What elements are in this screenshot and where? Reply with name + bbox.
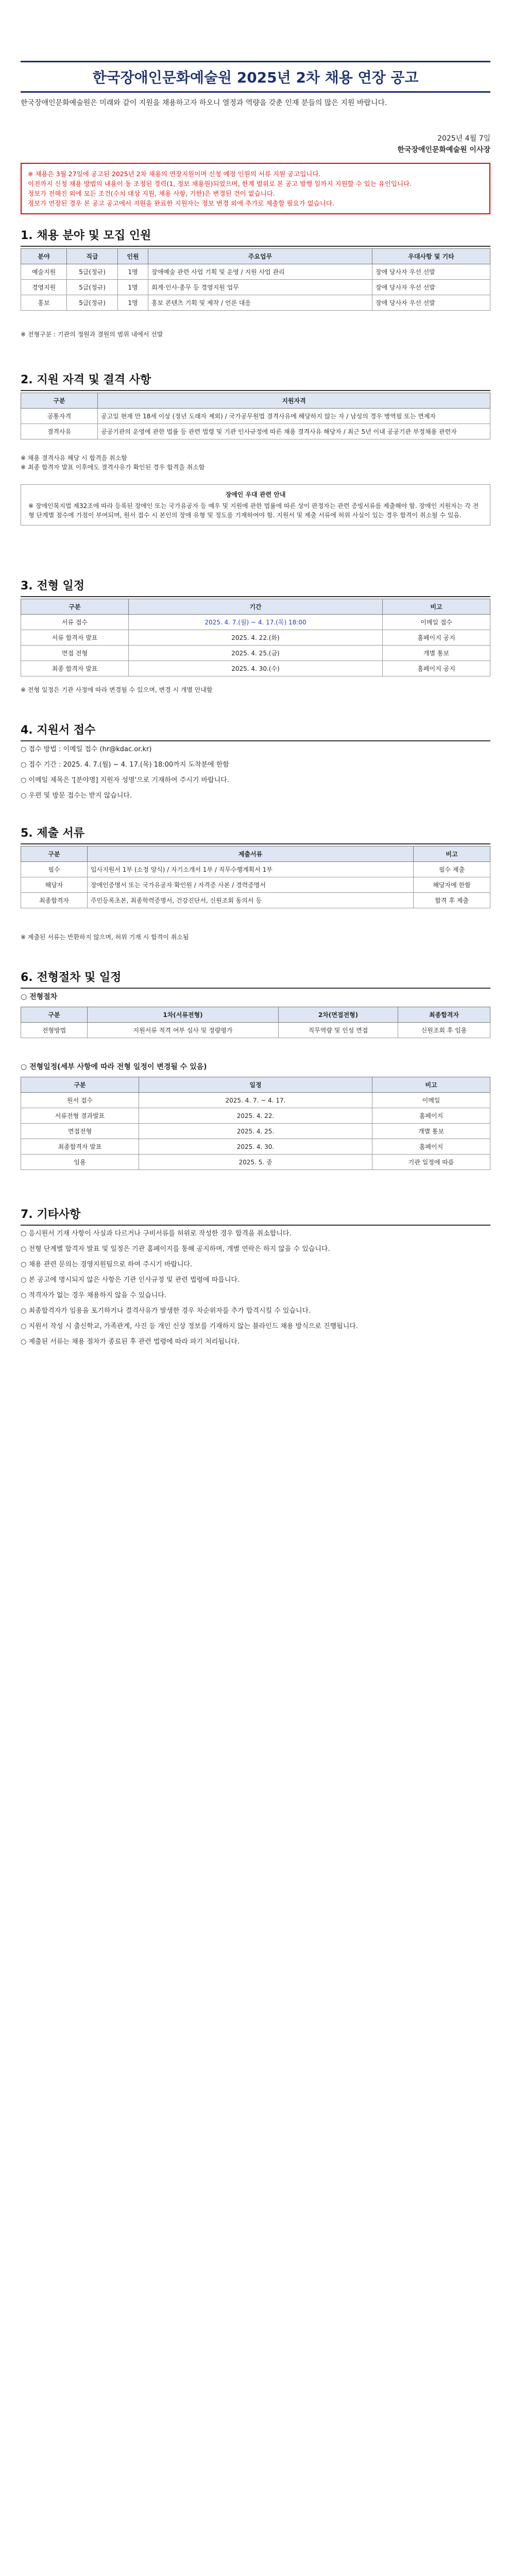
table-cell: 기관 일정에 따름 [372, 1155, 490, 1170]
table-header: 인원 [118, 249, 148, 264]
table-cell: 개별 통보 [372, 1124, 490, 1139]
table-header: 제출서류 [88, 846, 414, 862]
section-heading: 3. 전형 일정 [21, 577, 490, 597]
table-row [21, 1124, 490, 1139]
table-row [21, 646, 490, 661]
table-cell: 2025. 4. 7.(월) ~ 4. 17.(목) 18:00 [129, 615, 383, 630]
table-cell: 홈페이지 [372, 1108, 490, 1124]
note-paragraph: ○ 응시원서 기재 사항이 사실과 다르거나 구비서류를 허위로 작성한 경우 합격을 취소합니다. [21, 1230, 292, 1238]
table-cell: 경영지원 [21, 280, 67, 295]
table-cell: 주민등록초본, 최종학력증명서, 건강진단서, 신원조회 동의서 등 [88, 893, 414, 908]
section-heading: 7. 기타사항 [21, 1206, 490, 1226]
section-heading: 1. 채용 분야 및 모집 인원 [21, 227, 490, 247]
table-row [21, 1093, 490, 1108]
table-cell: 서류전형 결과발표 [21, 1108, 139, 1124]
title-bar [21, 61, 490, 93]
box-body: ※ 장애인복지법 제32조에 따라 등록된 장애인 또는 국가유공자 등 예우 및 지원에 관한 법률에 따른 상이 판정자는 관련 증빙서류를 제출해야 함. 장애인 지원자는 각 전형 단계별 점수에 가점이 부여되며, 원서 접수 시 본인의 장애 유형 및 정도를 기재하여야 함. 지원서 및 제출 서류에 허위 사실이 있는 경우 합격이 취소될 수 있음. [28, 502, 479, 519]
note-line: ※ 최종 합격자 발표 이후에도 결격사유가 확인된 경우 합격을 취소함 [21, 464, 205, 471]
table-cell: 입사지원서 1부 (소정 양식) / 자기소개서 1부 / 직무수행계획서 1부 [88, 862, 414, 877]
table-cell: 홈페이지 [372, 1139, 490, 1155]
table-row [21, 1023, 490, 1038]
schedule-table [21, 599, 490, 676]
table-cell: 이메일 접수 [383, 615, 490, 630]
table-header: 비고 [414, 846, 490, 862]
table-header: 구분 [21, 1077, 139, 1093]
notice-line: 정보가 연장된 경우 본 공고 공고에서 지원을 완료한 지원자는 정보 변경 외에 추가로 제출할 필요가 없습니다. [28, 199, 334, 207]
table-header: 기간 [129, 599, 383, 615]
section-heading: 2. 지원 자격 및 결격 사항 [21, 371, 490, 391]
table-cell: 전형방법 [21, 1023, 88, 1038]
table-row [21, 661, 490, 676]
box-title: 장애인 우대 관련 안내 [225, 491, 286, 498]
table-header: 1차(서류전형) [88, 1007, 279, 1023]
table-note: ※ 전형구분 : 기관의 정원과 결원의 범위 내에서 선발 [21, 331, 163, 338]
table-header: 직급 [67, 249, 118, 264]
table-cell: 장애예술 관련 사업 기획 및 운영 / 지원 사업 관리 [148, 264, 372, 280]
recruitment-table [21, 248, 490, 311]
note-paragraph: ○ 본 공고에 명시되지 않은 사항은 기관 인사규정 및 관련 법령에 따릅니다. [21, 1276, 240, 1284]
table-cell: 공공기관의 운영에 관한 법률 등 관련 법령 및 기관 인사규정에 따른 채용 결격사유 해당자 / 최근 5년 이내 공공기관 부정채용 관련자 [98, 424, 490, 439]
documents-table [21, 846, 490, 908]
detailed-schedule-table [21, 1077, 490, 1170]
process-table [21, 1007, 490, 1038]
section-heading: 5. 제출 서류 [21, 824, 490, 844]
table-cell: 5급(정규) [67, 264, 118, 280]
info-line: ○ 접수 기간 : 2025. 4. 7.(월) ~ 4. 17.(목) 18:00까지 도착분에 한함 [21, 761, 229, 769]
table-cell: 2025. 4. 25. [139, 1124, 372, 1139]
table-row [21, 1108, 490, 1124]
note-paragraph: ○ 전형 단계별 합격자 발표 및 일정은 기관 홈페이지를 통해 공지하며, 개별 연락은 하지 않을 수 있습니다. [21, 1245, 330, 1253]
table-cell: 최종합격자 발표 [21, 1139, 139, 1155]
intro-text: 한국장애인문화예술원은 미래와 같이 지원을 채용하고자 하오니 열정과 역량을 갖춘 인재 분들의 많은 지원 바랍니다. [21, 99, 387, 107]
organization-name: 한국장애인문화예술원 이사장 [397, 146, 490, 154]
info-line: ○ 이메일 제목은 '[분야명] 지원자 성명'으로 기재하여 주시기 바랍니다. [21, 776, 229, 784]
table-cell: 홈페이지 공지 [383, 661, 490, 676]
table-row [21, 1155, 490, 1170]
table-cell: 공통자격 [21, 409, 98, 424]
announcement-date: 2025년 4월 7일 [437, 134, 490, 143]
table-cell: 회계·인사·총무 등 경영지원 업무 [148, 280, 372, 295]
table-note: ※ 전형 일정은 기관 사정에 따라 변경될 수 있으며, 변경 시 개별 안내함 [21, 686, 213, 693]
qualification-table [21, 393, 490, 439]
table-cell: 장애 당사자 우선 선발 [372, 264, 490, 280]
table-cell: 2025. 5. 중 [139, 1155, 372, 1170]
table-row [21, 295, 490, 311]
table-header: 분야 [21, 249, 67, 264]
notice-line: 이전까지 신청 채용 방법의 내용이 동 조정된 경력(1, 정보 채용원)되었으며, 한계 범위로 본 공고 발행 일까지 지원할 수 있는 유인입니다. [28, 180, 412, 188]
table-cell: 최종합격자 [21, 893, 88, 908]
table-row [21, 424, 490, 439]
table-cell: 장애 당사자 우선 선발 [372, 280, 490, 295]
table-cell: 2025. 4. 30.(수) [129, 661, 383, 676]
table-cell: 홈페이지 공지 [383, 630, 490, 646]
page-title: 한국장애인문화예술원 2025년 2차 채용 연장 공고 [92, 69, 419, 86]
table-cell: 신원조회 후 임용 [398, 1023, 490, 1038]
table-row [21, 862, 490, 877]
table-header: 구분 [21, 1007, 88, 1023]
table-row [21, 893, 490, 908]
table-header: 2차(면접전형) [279, 1007, 398, 1023]
notice-line: 정보가 전해진 외에 모든 조건(수치 대상 지원, 채용 사항, 기한)은 변경된 건이 없습니다. [28, 190, 275, 197]
note-paragraph: ○ 지원서 작성 시 출신학교, 가족관계, 사진 등 개인 신상 정보를 기재하지 않는 블라인드 채용 방식으로 진행됩니다. [21, 1323, 358, 1330]
table-cell: 필수 [21, 862, 88, 877]
table-cell: 2025. 4. 30. [139, 1139, 372, 1155]
table-cell: 원서 접수 [21, 1093, 139, 1108]
note-line: ※ 채용 결격사유 해당 시 합격을 취소함 [21, 454, 127, 462]
table-cell: 면접 전형 [21, 646, 129, 661]
table-cell: 예술지원 [21, 264, 67, 280]
table-cell: 이메일 [372, 1093, 490, 1108]
table-cell: 해당자 [21, 877, 88, 893]
table-header: 구분 [21, 599, 129, 615]
table-cell: 2025. 4. 22.(화) [129, 630, 383, 646]
table-row [21, 409, 490, 424]
table-cell: 필수 제출 [414, 862, 490, 877]
table-row [21, 630, 490, 646]
table-cell: 서류 합격자 발표 [21, 630, 129, 646]
table-header: 비고 [383, 599, 490, 615]
table-row [21, 264, 490, 280]
table-row [21, 1139, 490, 1155]
note-paragraph: ○ 채용 관련 문의는 경영지원팀으로 하여 주시기 바랍니다. [21, 1261, 193, 1268]
table-notes [21, 453, 490, 472]
table-row [21, 615, 490, 630]
notice-line: ※ 채용은 3월 27일에 공고된 2025년 2차 채용의 연장지원이며 신청 예정 인원의 서류 지원 공고입니다. [28, 170, 321, 178]
table-cell: 해당자에 한함 [414, 877, 490, 893]
table-header: 일정 [139, 1077, 372, 1093]
table-cell: 합격 후 제출 [414, 893, 490, 908]
table-cell: 2025. 4. 25.(금) [129, 646, 383, 661]
section-heading: 4. 지원서 접수 [21, 721, 490, 741]
info-line: ○ 접수 방법 : 이메일 접수 (hr@kdac.or.kr) [21, 745, 152, 753]
table-cell: 1명 [118, 264, 148, 280]
table-cell: 공고일 현재 만 18세 이상 (정년 도래자 제외) / 국가공무원법 결격사유에 해당하지 않는 자 / 남성의 경우 병역필 또는 면제자 [98, 409, 490, 424]
note-paragraph: ○ 적격자가 없는 경우 채용하지 않을 수 있습니다. [21, 1292, 167, 1299]
table-cell: 장애인증명서 또는 국가유공자 확인원 / 자격증 사본 / 경력증명서 [88, 877, 414, 893]
table-header: 지원자격 [98, 393, 490, 409]
note-paragraph: ○ 최종합격자가 임용을 포기하거나 결격사유가 발생한 경우 차순위자를 추가 합격시킬 수 있습니다. [21, 1307, 311, 1315]
table-cell: 홍보 콘텐츠 기획 및 제작 / 언론 대응 [148, 295, 372, 311]
table-header: 구분 [21, 393, 98, 409]
table-note: ※ 제출된 서류는 반환하지 않으며, 허위 기재 시 합격이 취소됨 [21, 934, 189, 941]
section-heading: 6. 전형절차 및 일정 [21, 969, 490, 989]
table-cell: 5급(정규) [67, 295, 118, 311]
table-header: 우대사항 및 기타 [372, 249, 490, 264]
other-notes [21, 1228, 490, 1352]
table-cell: 최종 합격자 발표 [21, 661, 129, 676]
table-cell: 장애 당사자 우선 선발 [372, 295, 490, 311]
application-info [21, 744, 490, 806]
table-cell: 5급(정규) [67, 280, 118, 295]
table-cell: 홍보 [21, 295, 67, 311]
table-cell: 1명 [118, 280, 148, 295]
info-line: ○ 우편 및 방문 접수는 받지 않습니다. [21, 792, 132, 800]
table-header: 최종합격자 [398, 1007, 490, 1023]
table-header: 구분 [21, 846, 88, 862]
table-cell: 서류 접수 [21, 615, 129, 630]
table-row [21, 877, 490, 893]
table-cell: 2025. 4. 7. ~ 4. 17. [139, 1093, 372, 1108]
table-row [21, 280, 490, 295]
subheading: ○ 전형일정(세부 사항에 따라 전형 일정이 변경될 수 있음) [21, 1063, 207, 1071]
note-paragraph: ○ 제출된 서류는 채용 절차가 종료된 후 관련 법령에 따라 파기 처리됩니다. [21, 1338, 240, 1346]
table-cell: 2025. 4. 22. [139, 1108, 372, 1124]
table-cell: 면접전형 [21, 1124, 139, 1139]
table-cell: 1명 [118, 295, 148, 311]
table-header: 비고 [372, 1077, 490, 1093]
subheading: ○ 전형절차 [21, 993, 58, 1001]
disability-info-box [21, 484, 490, 526]
table-cell: 개별 통보 [383, 646, 490, 661]
extension-notice [21, 163, 490, 214]
table-cell: 임용 [21, 1155, 139, 1170]
table-cell: 직무역량 및 인성 면접 [279, 1023, 398, 1038]
table-cell: 지원서류 적격 여부 심사 및 정량평가 [88, 1023, 279, 1038]
table-cell: 결격사유 [21, 424, 98, 439]
table-header: 주요업무 [148, 249, 372, 264]
